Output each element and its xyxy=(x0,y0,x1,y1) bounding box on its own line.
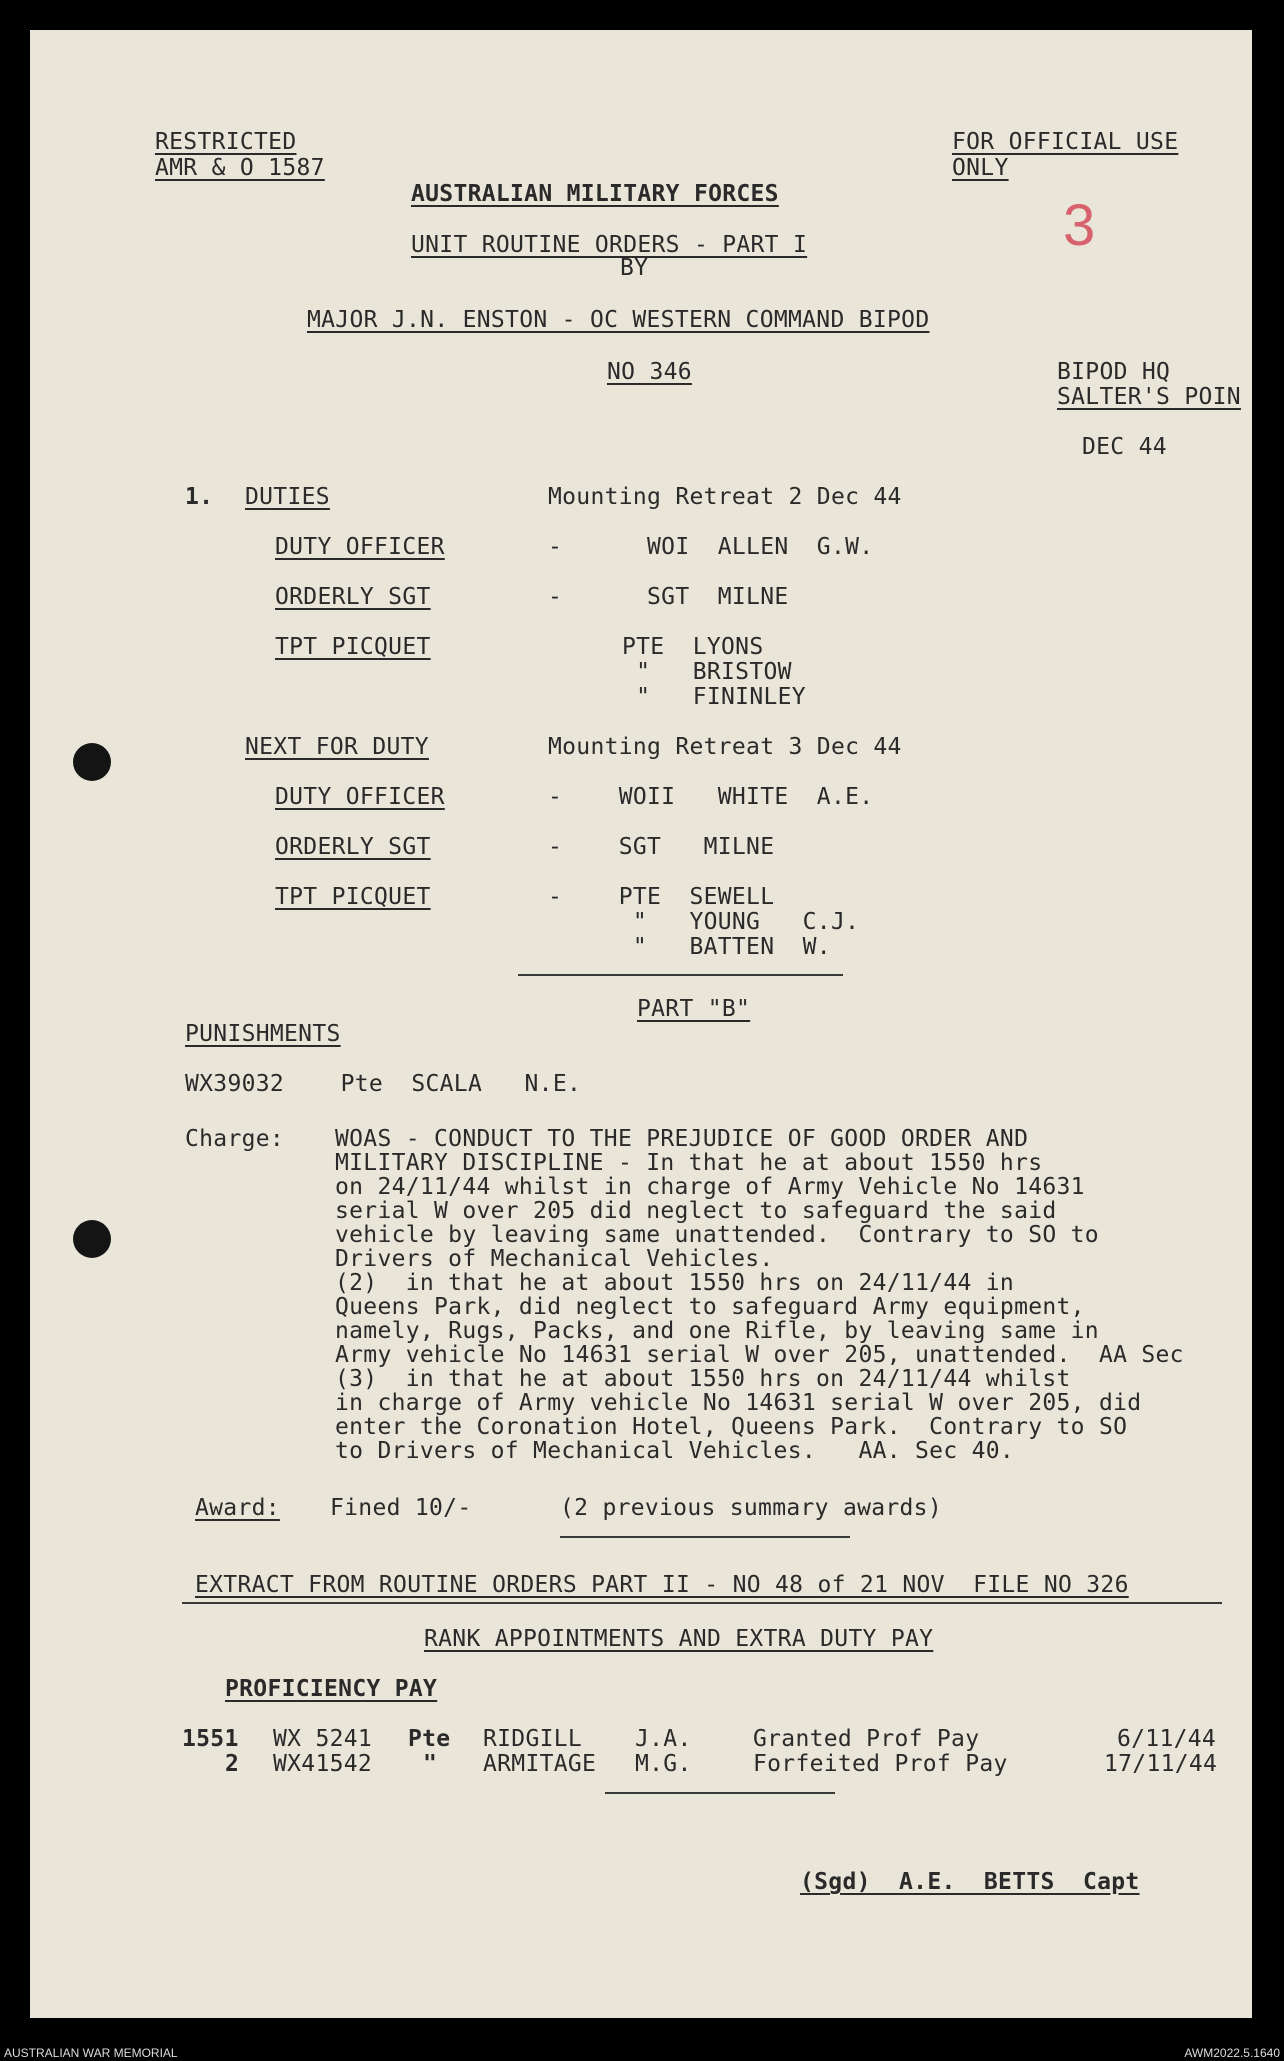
divider xyxy=(518,974,843,976)
charge-line: namely, Rugs, Packs, and one Rifle, by leaving same in xyxy=(335,1318,1099,1344)
next-tpt-picquet-line: " YOUNG C.J. xyxy=(548,909,860,935)
punch-hole-bottom xyxy=(73,1220,111,1258)
extract-title: EXTRACT FROM ROUTINE ORDERS PART II - NO 48 of 21 NOV FILE NO 326 xyxy=(195,1572,1129,1598)
award-note: (2 previous summary awards) xyxy=(560,1495,942,1521)
rank: Pte xyxy=(408,1726,451,1752)
next-orderly-sgt-label: ORDERLY SGT xyxy=(275,834,431,860)
document-page xyxy=(30,30,1252,2018)
proficiency-pay-heading: PROFICIENCY PAY xyxy=(225,1676,438,1702)
surname: ARMITAGE xyxy=(483,1751,597,1777)
row-number: 2 xyxy=(225,1751,240,1777)
tpt-picquet-label: TPT PICQUET xyxy=(275,634,431,660)
action-date: 6/11/44 xyxy=(1117,1726,1217,1752)
extract-subtitle: RANK APPOINTMENTS AND EXTRA DUTY PAY xyxy=(424,1626,934,1652)
duties-mounting: Mounting Retreat 2 Dec 44 xyxy=(548,484,902,510)
duties-index: 1. xyxy=(185,484,214,510)
orderly-sgt-value: - SGT MILNE xyxy=(548,584,789,610)
charge-line: to Drivers of Mechanical Vehicles. AA. Sec 40. xyxy=(335,1438,1015,1464)
service-number: WX 5241 xyxy=(273,1726,373,1752)
service-number: WX41542 xyxy=(273,1751,373,1777)
part-b-heading: PART "B" xyxy=(637,996,751,1022)
tpt-picquet-line: " FININLEY xyxy=(622,684,806,710)
divider xyxy=(605,1792,835,1794)
extract-rule xyxy=(182,1602,1222,1604)
duty-officer-label: DUTY OFFICER xyxy=(275,534,445,560)
row-number: 1551 xyxy=(182,1726,239,1752)
official-use-label: FOR OFFICIAL USE xyxy=(952,129,1179,155)
next-tpt-picquet-line: " BATTEN W. xyxy=(548,934,831,960)
reference-number: AMR & O 1587 xyxy=(155,155,325,181)
charge-line: serial W over 205 did neglect to safeguard the said xyxy=(335,1198,1057,1224)
charge-label: Charge: xyxy=(185,1126,285,1152)
charge-line: WOAS - CONDUCT TO THE PREJUDICE OF GOOD ORDER AND xyxy=(335,1126,1029,1152)
charge-line: enter the Coronation Hotel, Queens Park. Contrary to SO xyxy=(335,1414,1128,1440)
charge-line: Drivers of Mechanical Vehicles. xyxy=(335,1246,774,1272)
tpt-picquet-line: PTE LYONS xyxy=(622,634,764,660)
charge-line: MILITARY DISCIPLINE - In that he at about 1550 hrs xyxy=(335,1150,1043,1176)
by-label: BY xyxy=(620,255,649,281)
punch-hole-top xyxy=(73,743,111,781)
tpt-picquet-line: " BRISTOW xyxy=(622,659,792,685)
next-for-duty-heading: NEXT FOR DUTY xyxy=(245,734,429,760)
signature-line: (Sgd) A.E. BETTS Capt xyxy=(800,1869,1140,1895)
next-tpt-picquet-label: TPT PICQUET xyxy=(275,884,431,910)
award-value: Fined 10/- xyxy=(330,1495,472,1521)
next-mounting: Mounting Retreat 3 Dec 44 xyxy=(548,734,902,760)
award-label: Award: xyxy=(195,1495,280,1521)
order-number: NO 346 xyxy=(607,359,692,385)
accused-soldier: WX39032 Pte SCALA N.E. xyxy=(185,1071,582,1097)
hq-label: BIPOD HQ xyxy=(1057,359,1171,385)
pay-action: Forfeited Prof Pay xyxy=(753,1751,1008,1777)
rank: " xyxy=(423,1751,438,1777)
duties-heading: DUTIES xyxy=(245,484,330,510)
duty-officer-value: - WOI ALLEN G.W. xyxy=(548,534,874,560)
restricted-label: RESTRICTED xyxy=(155,129,297,155)
pay-action: Granted Prof Pay xyxy=(753,1726,980,1752)
next-orderly-sgt-value: - SGT MILNE xyxy=(548,834,775,860)
charge-line: in charge of Army vehicle No 14631 serial W over 205, did xyxy=(335,1390,1142,1416)
next-duty-officer-label: DUTY OFFICER xyxy=(275,784,445,810)
initials: J.A. xyxy=(635,1726,692,1752)
charge-line: Queens Park, did neglect to safeguard Army equipment, xyxy=(335,1294,1085,1320)
next-duty-officer-value: - WOII WHITE A.E. xyxy=(548,784,874,810)
punishments-heading: PUNISHMENTS xyxy=(185,1021,341,1047)
initials: M.G. xyxy=(635,1751,692,1777)
charge-line: on 24/11/44 whilst in charge of Army Vehicle No 14631 xyxy=(335,1174,1085,1200)
divider xyxy=(560,1536,850,1538)
footer-accession: AWM2022.5.1640 xyxy=(1184,2046,1280,2060)
charge-line: vehicle by leaving same unattended. Contrary to SO to xyxy=(335,1222,1099,1248)
handwritten-page-number: 3 xyxy=(1063,193,1096,258)
surname: RIDGILL xyxy=(483,1726,583,1752)
date-label: DEC 44 xyxy=(1082,434,1167,460)
footer-credit: AUSTRALIAN WAR MEMORIAL xyxy=(4,2046,178,2060)
charge-line: Army vehicle No 14631 serial W over 205, unattended. AA Sec xyxy=(335,1342,1184,1368)
official-only-label: ONLY xyxy=(952,155,1009,181)
orders-title: UNIT ROUTINE ORDERS - PART I xyxy=(411,232,808,258)
orderly-sgt-label: ORDERLY SGT xyxy=(275,584,431,610)
next-tpt-picquet-line: - PTE SEWELL xyxy=(548,884,775,910)
organisation-title: AUSTRALIAN MILITARY FORCES xyxy=(411,181,779,207)
location-label: SALTER'S POIN xyxy=(1057,384,1241,410)
charge-line: (3) in that he at about 1550 hrs on 24/11/44 whilst xyxy=(335,1366,1071,1392)
charge-line: (2) in that he at about 1550 hrs on 24/11/44 in xyxy=(335,1270,1015,1296)
action-date: 17/11/44 xyxy=(1104,1751,1218,1777)
commander-line: MAJOR J.N. ENSTON - OC WESTERN COMMAND BIPOD xyxy=(307,307,930,333)
